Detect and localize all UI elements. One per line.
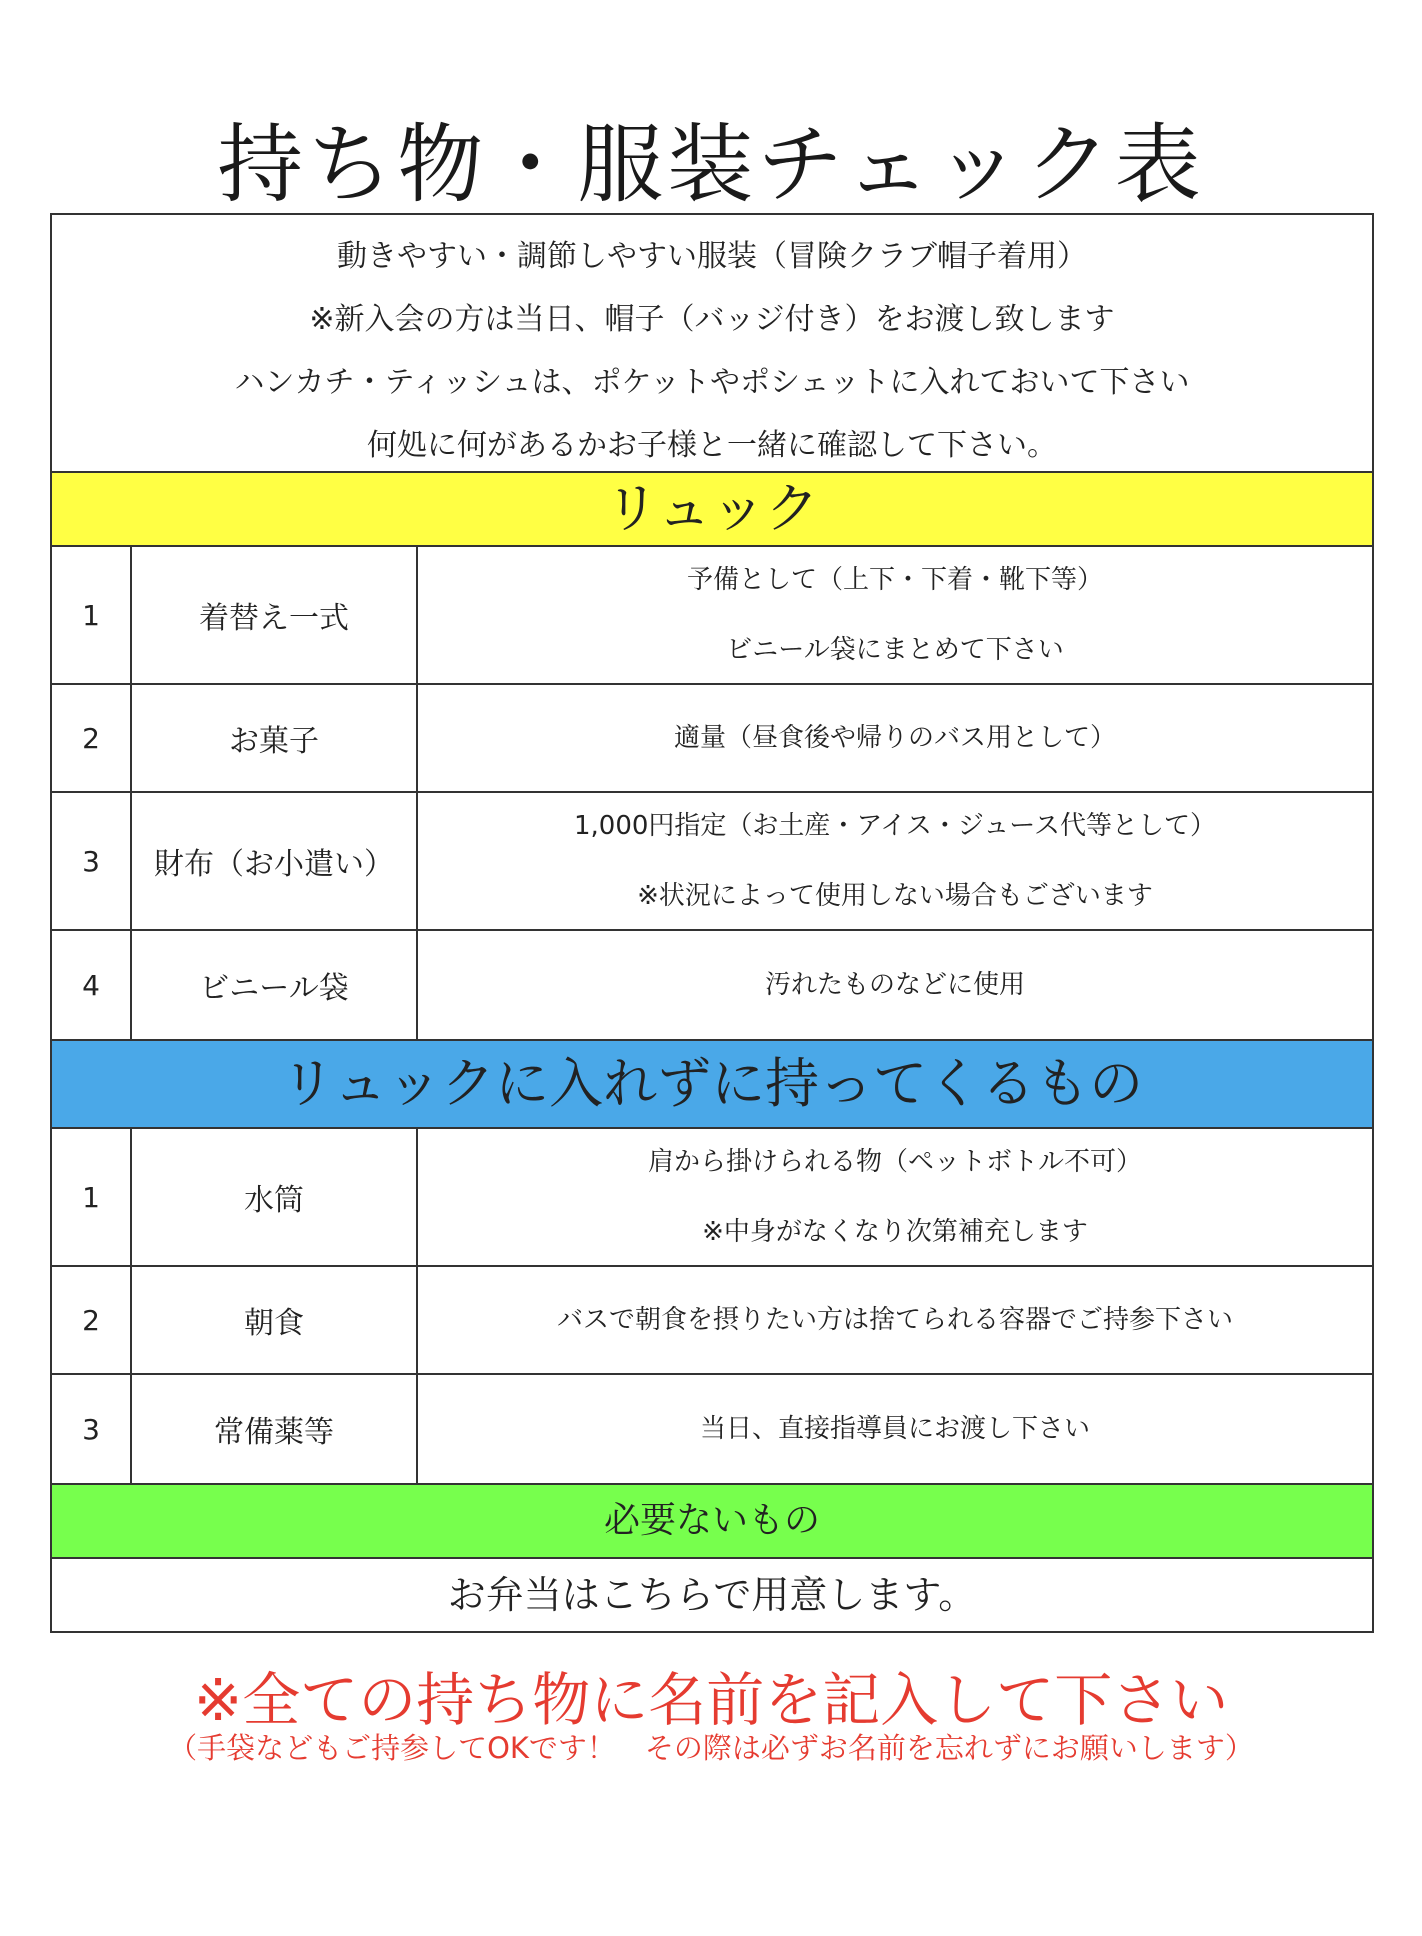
section-header-rucksack: リュック bbox=[52, 471, 1372, 547]
table-row bbox=[52, 1267, 1372, 1375]
item-name: 着替え一式 bbox=[132, 547, 418, 683]
item-name: 財布（お小遣い） bbox=[132, 793, 418, 929]
item-note-line: 1,000円指定（お土産・アイス・ジュース代等として） bbox=[573, 811, 1216, 841]
clothing-note-line: ハンカチ・ティッシュは、ポケットやポシェットに入れておいて下さい bbox=[234, 365, 1190, 400]
item-note-line: ※状況によって使用しない場合もございます bbox=[637, 881, 1153, 911]
item-name: ビニール袋 bbox=[132, 931, 418, 1039]
item-note-line: 汚れたものなどに使用 bbox=[764, 970, 1025, 1000]
table-row bbox=[52, 1129, 1372, 1267]
item-name: 朝食 bbox=[132, 1267, 418, 1373]
page-title: 持ち物・服装チェック表 bbox=[217, 115, 1205, 215]
table-row bbox=[52, 685, 1372, 793]
item-note bbox=[418, 1129, 1372, 1265]
section-header-not-needed: 必要ないもの bbox=[52, 1483, 1372, 1559]
item-number: 2 bbox=[52, 1267, 132, 1373]
item-note-line: ※中身がなくなり次第補充します bbox=[702, 1217, 1088, 1247]
item-name: 水筒 bbox=[132, 1129, 418, 1265]
item-note bbox=[418, 1375, 1372, 1483]
lunch-note: お弁当はこちらで用意します。 bbox=[447, 1573, 977, 1617]
item-name: お菓子 bbox=[132, 685, 418, 791]
item-note bbox=[418, 931, 1372, 1039]
item-note-line: 当日、直接指導員にお渡し下さい bbox=[699, 1414, 1090, 1444]
table-row bbox=[52, 931, 1372, 1039]
item-note bbox=[418, 685, 1372, 791]
item-note-line: 肩から掛けられる物（ペットボトル不可） bbox=[647, 1147, 1142, 1177]
clothing-note-line: 何処に何があるかお子様と一緒に確認して下さい。 bbox=[367, 428, 1057, 463]
item-note-line: 予備として（上下・下着・靴下等） bbox=[686, 565, 1103, 595]
table-row bbox=[52, 793, 1372, 931]
section-header-carry: リュックに入れずに持ってくるもの bbox=[52, 1039, 1372, 1129]
gloves-note: （手袋などもご持参してOKです！ その際は必ずお名前を忘れずにお願いします） bbox=[168, 1731, 1254, 1765]
item-note bbox=[418, 793, 1372, 929]
table-row bbox=[52, 547, 1372, 685]
item-number: 3 bbox=[52, 793, 132, 929]
item-note-line: 適量（昼食後や帰りのバス用として） bbox=[673, 723, 1116, 753]
item-note bbox=[418, 1267, 1372, 1373]
item-note bbox=[418, 547, 1372, 683]
table-row bbox=[52, 1375, 1372, 1483]
item-number: 4 bbox=[52, 931, 132, 1039]
item-number: 3 bbox=[52, 1375, 132, 1483]
clothing-note-line: ※新入会の方は当日、帽子（バッジ付き）をお渡し致します bbox=[309, 302, 1115, 337]
name-label-warning: ※全ての持ち物に名前を記入して下さい bbox=[193, 1666, 1229, 1734]
item-number: 1 bbox=[52, 547, 132, 683]
item-name: 常備薬等 bbox=[132, 1375, 418, 1483]
item-number: 2 bbox=[52, 685, 132, 791]
item-note-line: バスで朝食を摂りたい方は捨てられる容器でご持参下さい bbox=[556, 1305, 1233, 1335]
clothing-note-line: 動きやすい・調節しやすい服装（冒険クラブ帽子着用） bbox=[337, 239, 1087, 274]
clothing-notes bbox=[52, 215, 1372, 471]
item-number: 1 bbox=[52, 1129, 132, 1265]
checklist-table bbox=[50, 213, 1374, 1633]
item-note-line: ビニール袋にまとめて下さい bbox=[726, 635, 1064, 665]
